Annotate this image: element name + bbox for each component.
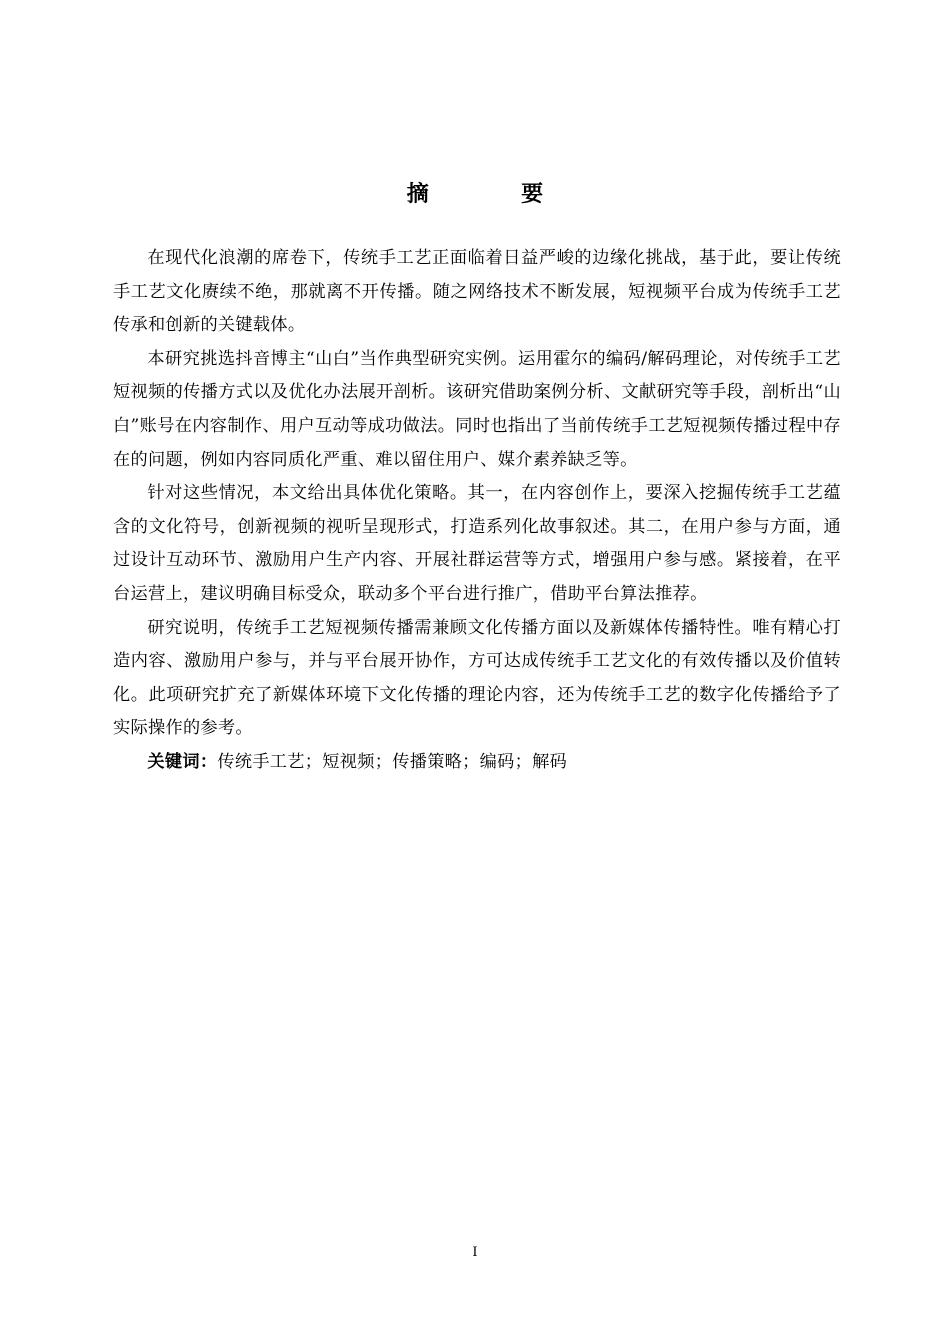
abstract-paragraph-2: 本研究挑选抖音博主“山白”当作典型研究实例。运用霍尔的编码/解码理论，对传统手工艺短视频的传播方式以及优化办法展开剖析。该研究借助案例分析、文献研究等手段，剖析出“山白”账号在内容制作、用户互动等成功做法。同时也指出了当前传统手工艺短视频传播过程中存在的问题，例如内容同质化严重、难以留住用户、媒介素养缺乏等。: [113, 348, 841, 470]
keywords-label: 关键词：: [147, 751, 218, 772]
keywords-line: [113, 746, 841, 780]
abstract-paragraph-1: 在现代化浪潮的席卷下，传统手工艺正面临着日益严峻的边缘化挑战，基于此，要让传统手工艺文化赓续不绝，那就离不开传播。随之网络技术不断发展，短视频平台成为传统手工艺传承和创新的关键载体。: [113, 248, 841, 336]
abstract-body: [113, 242, 841, 780]
abstract-title: 摘 要: [406, 182, 579, 207]
page-number: I: [472, 1245, 478, 1260]
abstract-paragraph-3: 针对这些情况，本文给出具体优化策略。其一，在内容创作上，要深入挖掘传统手工艺蕴含的文化符号，创新视频的视听呈现形式，打造系列化故事叙述。其二，在用户参与方面，通过设计互动环节、激励用户生产内容、开展社群运营等方式，增强用户参与感。紧接着，在平台运营上，建议明确目标受众，联动多个平台进行推广，借助平台算法推荐。: [113, 483, 841, 604]
keywords-text: 传统手工艺；短视频；传播策略；编码；解码: [217, 751, 568, 772]
abstract-paragraph-4: 研究说明，传统手工艺短视频传播需兼顾文化传播方面以及新媒体传播特性。唯有精心打造内容、激励用户参与，并与平台展开协作，方可达成传统手工艺文化的有效传播以及价值转化。此项研究扩充了新媒体环境下文化传播的理论内容，还为传统手工艺的数字化传播给予了实际操作的参考。: [113, 617, 841, 739]
